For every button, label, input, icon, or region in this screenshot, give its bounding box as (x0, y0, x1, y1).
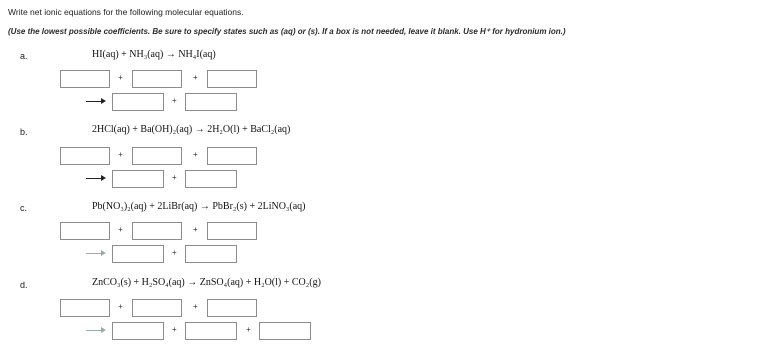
problem-d-reactant-box-2[interactable] (132, 299, 182, 317)
plus-sign: + (118, 302, 123, 311)
reaction-arrow-icon (86, 97, 106, 105)
problem-b-reactant-box-3[interactable] (207, 147, 257, 165)
plus-sign: + (193, 302, 198, 311)
plus-sign: + (172, 96, 177, 105)
problem-d-equation: ZnCO₃(s) + H₂SO₄(aq) → ZnSO₄(aq) + H₂O(l) + CO₂(g) (92, 277, 321, 288)
problem-a-product-box-2[interactable] (185, 93, 237, 111)
reaction-arrow-icon (86, 326, 106, 334)
problem-a-reactant-box-1[interactable] (60, 70, 110, 88)
problem-c-product-box-2[interactable] (185, 245, 237, 263)
problem-d-product-box-3[interactable] (259, 322, 311, 340)
plus-sign: + (118, 73, 123, 82)
problem-c-reactant-box-3[interactable] (207, 222, 257, 240)
problem-c-product-box-1[interactable] (112, 245, 164, 263)
plus-sign: + (172, 325, 177, 334)
problem-c-reactant-box-1[interactable] (60, 222, 110, 240)
problem-a-label: a. (20, 51, 28, 61)
plus-sign: + (193, 150, 198, 159)
plus-sign: + (193, 73, 198, 82)
plus-sign: + (172, 173, 177, 182)
plus-sign: + (172, 248, 177, 257)
problem-b-product-box-2[interactable] (185, 170, 237, 188)
instructions-note: (Use the lowest possible coefficients. Be sure to specify states such as (aq) or (s). If a box is not needed, leave it blank. Use H⁺ for hydronium ion.) (8, 27, 566, 36)
problem-b-reactant-box-2[interactable] (132, 147, 182, 165)
problem-d-product-box-2[interactable] (185, 322, 237, 340)
problem-d-reactant-box-1[interactable] (60, 299, 110, 317)
problem-b-equation: 2HCl(aq) + Ba(OH)₂(aq) → 2H₂O(l) + BaCl₂(aq) (92, 124, 291, 135)
problem-d-label: d. (20, 280, 28, 290)
reaction-arrow-icon (86, 174, 106, 182)
problem-d-reactant-box-3[interactable] (207, 299, 257, 317)
problem-c-equation: Pb(NO₃)₂(aq) + 2LiBr(aq) → PbBr₂(s) + 2LiNO₃(aq) (92, 201, 306, 212)
problem-c-reactant-box-2[interactable] (132, 222, 182, 240)
problem-a-equation: HI(aq) + NH₃(aq) → NH₄I(aq) (92, 49, 216, 60)
problem-b-product-box-1[interactable] (112, 170, 164, 188)
instructions-text: Write net ionic equations for the following molecular equations. (8, 7, 244, 17)
problem-d-product-box-1[interactable] (112, 322, 164, 340)
plus-sign: + (118, 150, 123, 159)
plus-sign: + (118, 225, 123, 234)
problem-b-label: b. (20, 127, 28, 137)
reaction-arrow-icon (86, 249, 106, 257)
problem-b-reactant-box-1[interactable] (60, 147, 110, 165)
plus-sign: + (246, 325, 251, 334)
problem-a-product-box-1[interactable] (112, 93, 164, 111)
problem-c-label: c. (20, 203, 28, 213)
problem-a-reactant-box-3[interactable] (207, 70, 257, 88)
plus-sign: + (193, 225, 198, 234)
problem-a-reactant-box-2[interactable] (132, 70, 182, 88)
